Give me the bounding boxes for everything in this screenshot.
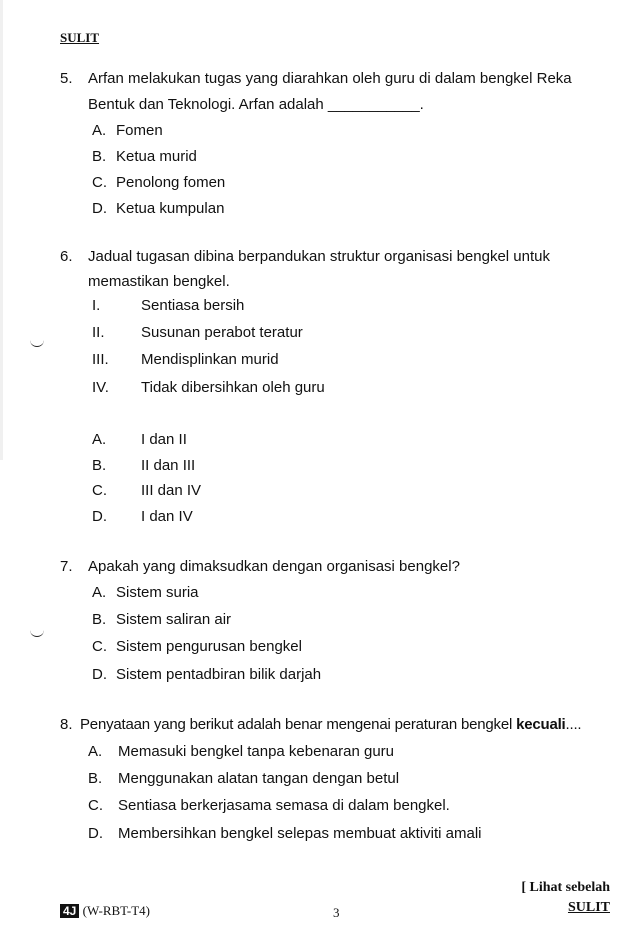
option-text: Ketua kumpulan (116, 200, 225, 217)
statement-roman: III. (92, 351, 109, 368)
option-letter: C. (88, 797, 103, 814)
statement-text: Tidak dibersihkan oleh guru (141, 379, 325, 396)
option-letter: C. (92, 482, 107, 499)
option-text: I dan II (141, 431, 187, 448)
option-text: III dan IV (141, 482, 202, 499)
question-line-1: Arfan melakukan tugas yang diarahkan oleh guru di dalam bengkel Reka (88, 70, 572, 87)
option-letter: B. (92, 457, 107, 474)
option-letter: B. (92, 148, 107, 165)
option-letter: A. (92, 122, 107, 139)
option-letter: D. (92, 666, 107, 683)
option-text: Sistem saliran air (116, 611, 232, 628)
question-line-1: Jadual tugasan dibina berpandukan struktur organisasi bengkel untuk (88, 248, 550, 265)
question-ellipsis: .... (565, 716, 582, 733)
option-letter: A. (92, 431, 107, 448)
option-text: Sentiasa berkerjasama semasa di dalam bengkel. (118, 797, 450, 814)
option-text: Fomen (116, 122, 163, 139)
option-text: Sistem suria (116, 584, 199, 601)
statement-text: Mendisplinkan murid (141, 351, 279, 368)
statement-roman: IV. (92, 379, 109, 396)
question-number: 5. (60, 70, 73, 87)
option-letter: A. (88, 743, 103, 760)
see-next-page: [ Lihat sebelah (521, 880, 610, 895)
option-letter: A. (92, 584, 107, 601)
paper-code: (W-RBT-T4) (82, 903, 151, 918)
left-edge-shadow (0, 0, 3, 460)
question-line-2: memastikan bengkel. (88, 273, 230, 290)
option-letter: B. (88, 770, 103, 787)
option-text: Sistem pengurusan bengkel (116, 638, 302, 655)
footer-code (60, 903, 150, 919)
option-text: Membersihkan bengkel selepas membuat aktiviti amali (118, 825, 482, 842)
header-sulit: SULIT (60, 30, 100, 45)
footer-sulit: SULIT (567, 900, 610, 915)
paper-badge: 4J (60, 904, 79, 918)
option-letter: D. (92, 200, 107, 217)
question-line-1 (80, 716, 581, 733)
question-text: Penyataan yang berikut adalah benar mengenai peraturan bengkel (80, 716, 517, 733)
statement-roman: II. (92, 324, 105, 341)
page-number: 3 (333, 905, 340, 920)
question-line-2: Bentuk dan Teknologi. Arfan adalah ___________. (88, 96, 424, 113)
question-emphasis: kecuali (516, 716, 566, 733)
pen-tick-mark (30, 340, 44, 347)
option-letter: C. (92, 174, 107, 191)
question-line-1: Apakah yang dimaksudkan dengan organisasi bengkel? (88, 558, 460, 575)
pen-tick-mark (30, 630, 44, 637)
question-number: 6. (60, 248, 73, 265)
question-number: 8. (60, 716, 73, 733)
option-text: Sistem pentadbiran bilik darjah (116, 666, 322, 683)
option-letter: B. (92, 611, 107, 628)
statement-text: Susunan perabot teratur (141, 324, 303, 341)
option-letter: C. (92, 638, 107, 655)
option-text: I dan IV (141, 508, 193, 525)
option-letter: D. (92, 508, 107, 525)
statement-roman: I. (92, 297, 101, 314)
option-text: Penolong fomen (116, 174, 226, 191)
option-text: Menggunakan alatan tangan dengan betul (118, 770, 400, 787)
statement-text: Sentiasa bersih (141, 297, 245, 314)
option-text: Ketua murid (116, 148, 197, 165)
option-letter: D. (88, 825, 103, 842)
option-text: Memasuki bengkel tanpa kebenaran guru (118, 743, 395, 760)
option-text: II dan III (141, 457, 196, 474)
question-number: 7. (60, 558, 73, 575)
